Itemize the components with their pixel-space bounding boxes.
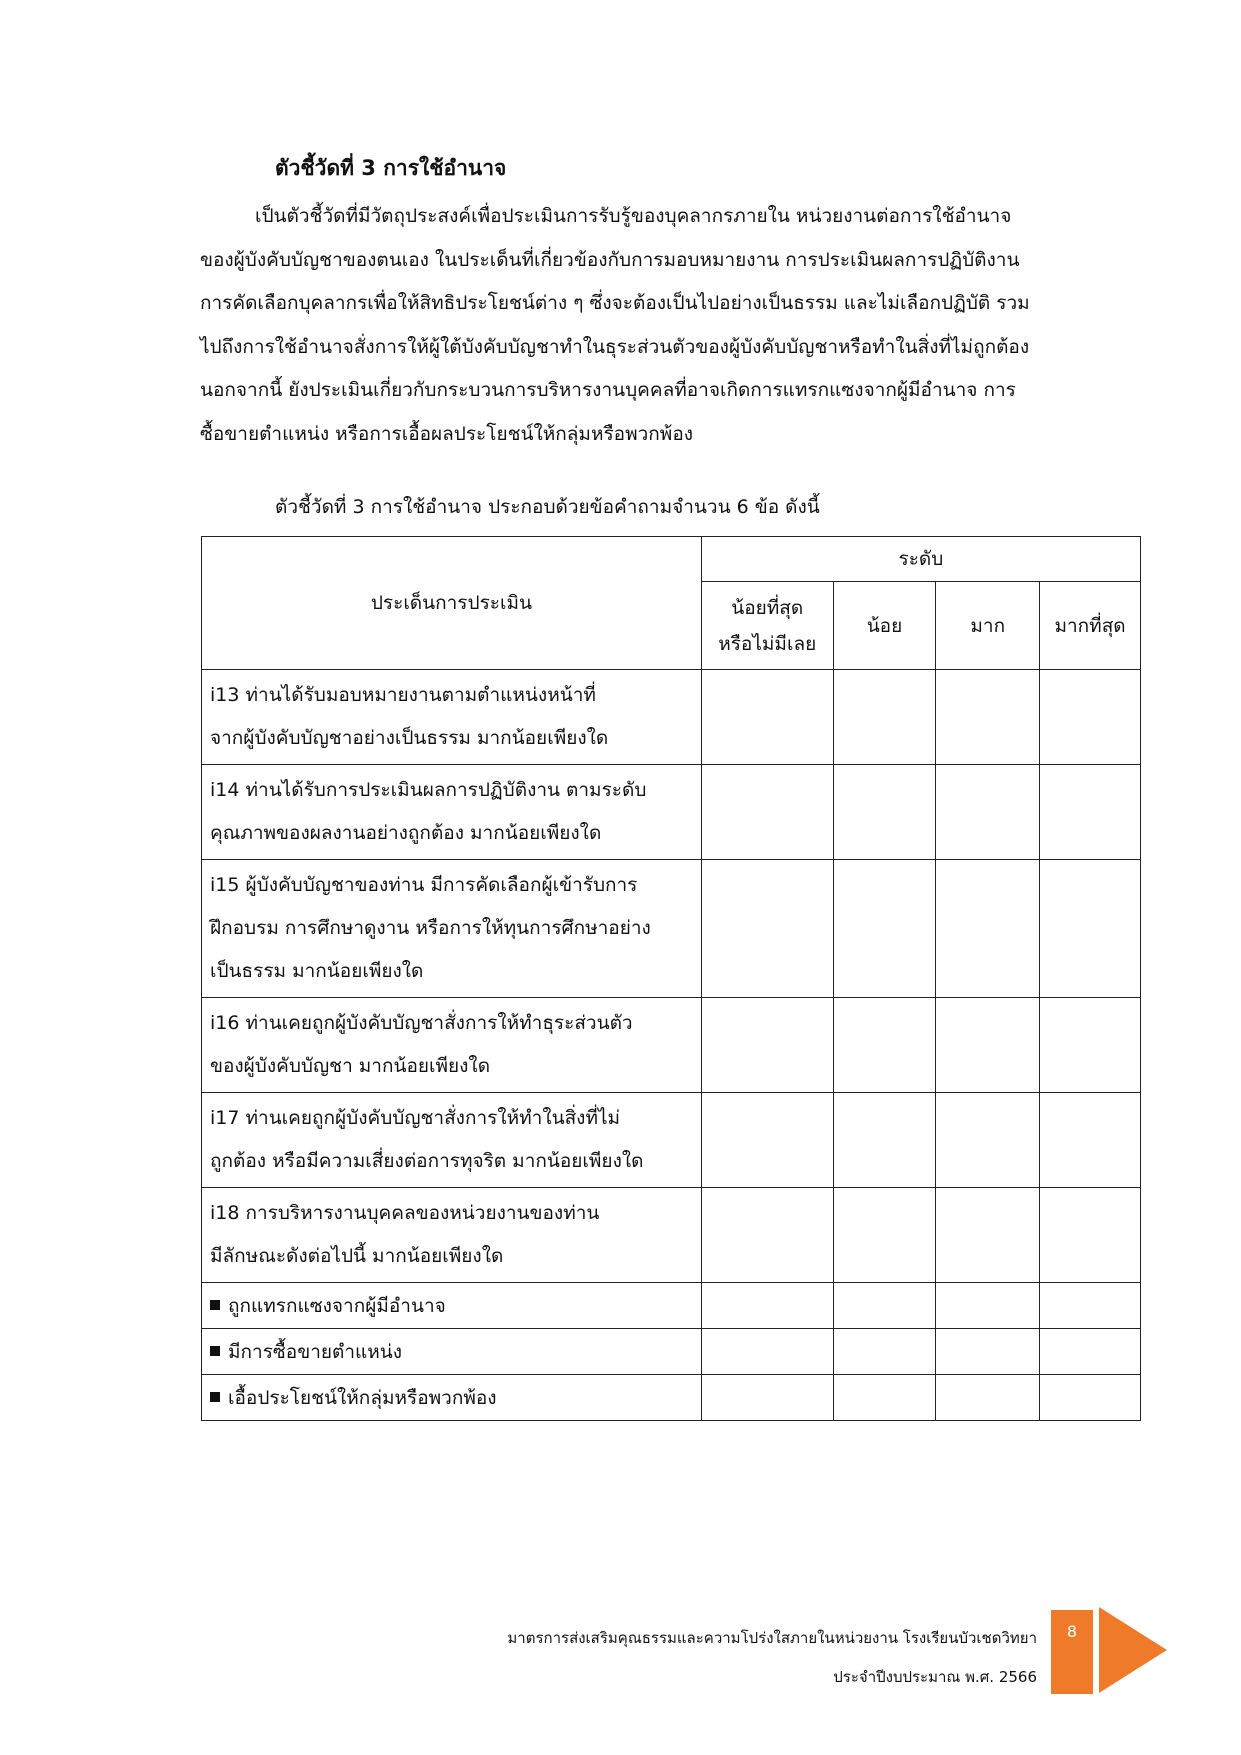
table-row bbox=[202, 1283, 1141, 1329]
rating-cell[interactable] bbox=[833, 765, 936, 860]
rating-cell[interactable] bbox=[936, 1375, 1040, 1421]
rating-cell[interactable] bbox=[701, 670, 833, 765]
question-line: ฝึกอบรม การศึกษาดูงาน หรือการให้ทุนการศึกษาอย่าง bbox=[210, 917, 651, 939]
assessment-table bbox=[201, 536, 1141, 1421]
rating-cell[interactable] bbox=[701, 765, 833, 860]
criteria-header: ประเด็นการประเมิน bbox=[202, 537, 702, 670]
section-heading: ตัวชี้วัดที่ 3 การใช้อำนาจ bbox=[275, 156, 507, 180]
rating-cell[interactable] bbox=[833, 998, 936, 1093]
question-line: i14 ท่านได้รับการประเมินผลการปฏิบัติงาน ตามระดับ bbox=[210, 779, 647, 801]
table-row bbox=[202, 765, 1141, 860]
arrow-right-icon bbox=[1099, 1607, 1167, 1693]
footer-title: มาตรการส่งเสริมคุณธรรมและความโปร่งใสภายในหน่วยงาน โรงเรียนบัวเชดวิทยา bbox=[507, 1629, 1037, 1647]
rating-cell[interactable] bbox=[936, 1329, 1040, 1375]
bullet-cell bbox=[202, 1329, 702, 1375]
rating-cell[interactable] bbox=[701, 860, 833, 998]
table-row bbox=[202, 1375, 1141, 1421]
rating-cell[interactable] bbox=[833, 1283, 936, 1329]
level-high-header: มาก bbox=[936, 582, 1040, 670]
rating-cell[interactable] bbox=[701, 1375, 833, 1421]
rating-cell[interactable] bbox=[1040, 1329, 1141, 1375]
table-row bbox=[202, 670, 1141, 765]
question-cell-i18 bbox=[202, 1188, 702, 1283]
rating-cell[interactable] bbox=[936, 998, 1040, 1093]
table-row bbox=[202, 860, 1141, 998]
bullet-text: มีการซื้อขายตำแหน่ง bbox=[228, 1340, 403, 1363]
rating-cell[interactable] bbox=[1040, 860, 1141, 998]
question-cell-i14 bbox=[202, 765, 702, 860]
rating-cell[interactable] bbox=[833, 1093, 936, 1188]
question-line: i18 การบริหารงานบุคคลของหน่วยงานของท่าน bbox=[210, 1202, 600, 1224]
rating-cell[interactable] bbox=[833, 670, 936, 765]
paragraph-line: ซื้อขายตำแหน่ง หรือการเอื้อผลประโยชน์ให้กลุ่มหรือพวกพ้อง bbox=[200, 422, 694, 445]
level-least-line1: น้อยที่สุด bbox=[731, 596, 804, 619]
rating-cell[interactable] bbox=[1040, 1283, 1141, 1329]
level-low-header: น้อย bbox=[833, 582, 936, 670]
rating-cell[interactable] bbox=[1040, 998, 1141, 1093]
bullet-text: เอื้อประโยชน์ให้กลุ่มหรือพวกพ้อง bbox=[228, 1386, 497, 1409]
question-line: มีลักษณะดังต่อไปนี้ มากน้อยเพียงใด bbox=[210, 1245, 504, 1267]
rating-cell[interactable] bbox=[701, 998, 833, 1093]
intro-paragraph bbox=[200, 195, 1105, 456]
page-number-badge: 8 bbox=[1051, 1610, 1093, 1694]
level-header: ระดับ bbox=[701, 537, 1140, 582]
table-header-row bbox=[202, 537, 1141, 582]
square-bullet-icon bbox=[210, 1346, 220, 1356]
rating-cell[interactable] bbox=[701, 1188, 833, 1283]
question-line: i16 ท่านเคยถูกผู้บังคับบัญชาสั่งการให้ทำธุระส่วนตัว bbox=[210, 1012, 633, 1034]
question-cell-i16 bbox=[202, 998, 702, 1093]
rating-cell[interactable] bbox=[833, 1188, 936, 1283]
footer-fiscal-year: ประจำปีงบประมาณ พ.ศ. 2566 bbox=[833, 1668, 1037, 1686]
paragraph-line: ของผู้บังคับบัญชาของตนเอง ในประเด็นที่เกี่ยวข้องกับการมอบหมายงาน การประเมินผลการปฏิบัติงาน bbox=[200, 248, 1020, 271]
rating-cell[interactable] bbox=[936, 1093, 1040, 1188]
table-caption: ตัวชี้วัดที่ 3 การใช้อำนาจ ประกอบด้วยข้อคำถามจำนวน 6 ข้อ ดังนี้ bbox=[275, 496, 820, 518]
question-line: i15 ผู้บังคับบัญชาของท่าน มีการคัดเลือกผู้เข้ารับการ bbox=[210, 874, 638, 896]
question-line: i13 ท่านได้รับมอบหมายงานตามตำแหน่งหน้าที่ bbox=[210, 684, 596, 706]
rating-cell[interactable] bbox=[833, 1375, 936, 1421]
rating-cell[interactable] bbox=[833, 1329, 936, 1375]
table-row bbox=[202, 998, 1141, 1093]
level-least-line2: หรือไม่มีเลย bbox=[718, 632, 817, 655]
bullet-cell bbox=[202, 1283, 702, 1329]
question-line: จากผู้บังคับบัญชาอย่างเป็นธรรม มากน้อยเพียงใด bbox=[210, 727, 609, 749]
question-line: เป็นธรรม มากน้อยเพียงใด bbox=[210, 960, 424, 982]
rating-cell[interactable] bbox=[936, 1188, 1040, 1283]
paragraph-line: เป็นตัวชี้วัดที่มีวัตถุประสงค์เพื่อประเมินการรับรู้ของบุคลากรภายใน หน่วยงานต่อการใช้อำนาจ bbox=[255, 205, 1012, 227]
square-bullet-icon bbox=[210, 1392, 220, 1402]
rating-cell[interactable] bbox=[1040, 670, 1141, 765]
rating-cell[interactable] bbox=[833, 860, 936, 998]
question-line: ถูกต้อง หรือมีความเสี่ยงต่อการทุจริต มากน้อยเพียงใด bbox=[210, 1150, 644, 1172]
rating-cell[interactable] bbox=[936, 765, 1040, 860]
table-row bbox=[202, 1093, 1141, 1188]
question-cell-i15 bbox=[202, 860, 702, 998]
level-highest-header: มากที่สุด bbox=[1040, 582, 1141, 670]
square-bullet-icon bbox=[210, 1300, 220, 1310]
rating-cell[interactable] bbox=[1040, 1188, 1141, 1283]
question-line: คุณภาพของผลงานอย่างถูกต้อง มากน้อยเพียงใด bbox=[210, 822, 602, 844]
table-row bbox=[202, 1188, 1141, 1283]
rating-cell[interactable] bbox=[936, 860, 1040, 998]
bullet-cell bbox=[202, 1375, 702, 1421]
rating-cell[interactable] bbox=[936, 670, 1040, 765]
paragraph-line: ไปถึงการใช้อำนาจสั่งการให้ผู้ใต้บังคับบัญชาทำในธุระส่วนตัวของผู้บังคับบัญชาหรือทำในสิ่งที่ไม่ถูกต้อง bbox=[200, 335, 1030, 358]
rating-cell[interactable] bbox=[701, 1283, 833, 1329]
question-cell-i17 bbox=[202, 1093, 702, 1188]
table-row bbox=[202, 1329, 1141, 1375]
rating-cell[interactable] bbox=[936, 1283, 1040, 1329]
question-cell-i13 bbox=[202, 670, 702, 765]
rating-cell[interactable] bbox=[1040, 1375, 1141, 1421]
question-line: ของผู้บังคับบัญชา มากน้อยเพียงใด bbox=[210, 1055, 491, 1077]
rating-cell[interactable] bbox=[701, 1329, 833, 1375]
rating-cell[interactable] bbox=[1040, 1093, 1141, 1188]
rating-cell[interactable] bbox=[701, 1093, 833, 1188]
question-line: i17 ท่านเคยถูกผู้บังคับบัญชาสั่งการให้ทำในสิ่งที่ไม่ bbox=[210, 1107, 621, 1129]
level-least-header bbox=[701, 582, 833, 670]
paragraph-line: นอกจากนี้ ยังประเมินเกี่ยวกับกระบวนการบริหารงานบุคคลที่อาจเกิดการแทรกแซงจากผู้มีอำนาจ การ bbox=[200, 379, 1016, 401]
paragraph-line: การคัดเลือกบุคลากรเพื่อให้สิทธิประโยชน์ต่าง ๆ ซึ่งจะต้องเป็นไปอย่างเป็นธรรม และไม่เลือกปฏิบัติ รวม bbox=[200, 292, 1030, 314]
rating-cell[interactable] bbox=[1040, 765, 1141, 860]
bullet-text: ถูกแทรกแซงจากผู้มีอำนาจ bbox=[228, 1294, 446, 1317]
